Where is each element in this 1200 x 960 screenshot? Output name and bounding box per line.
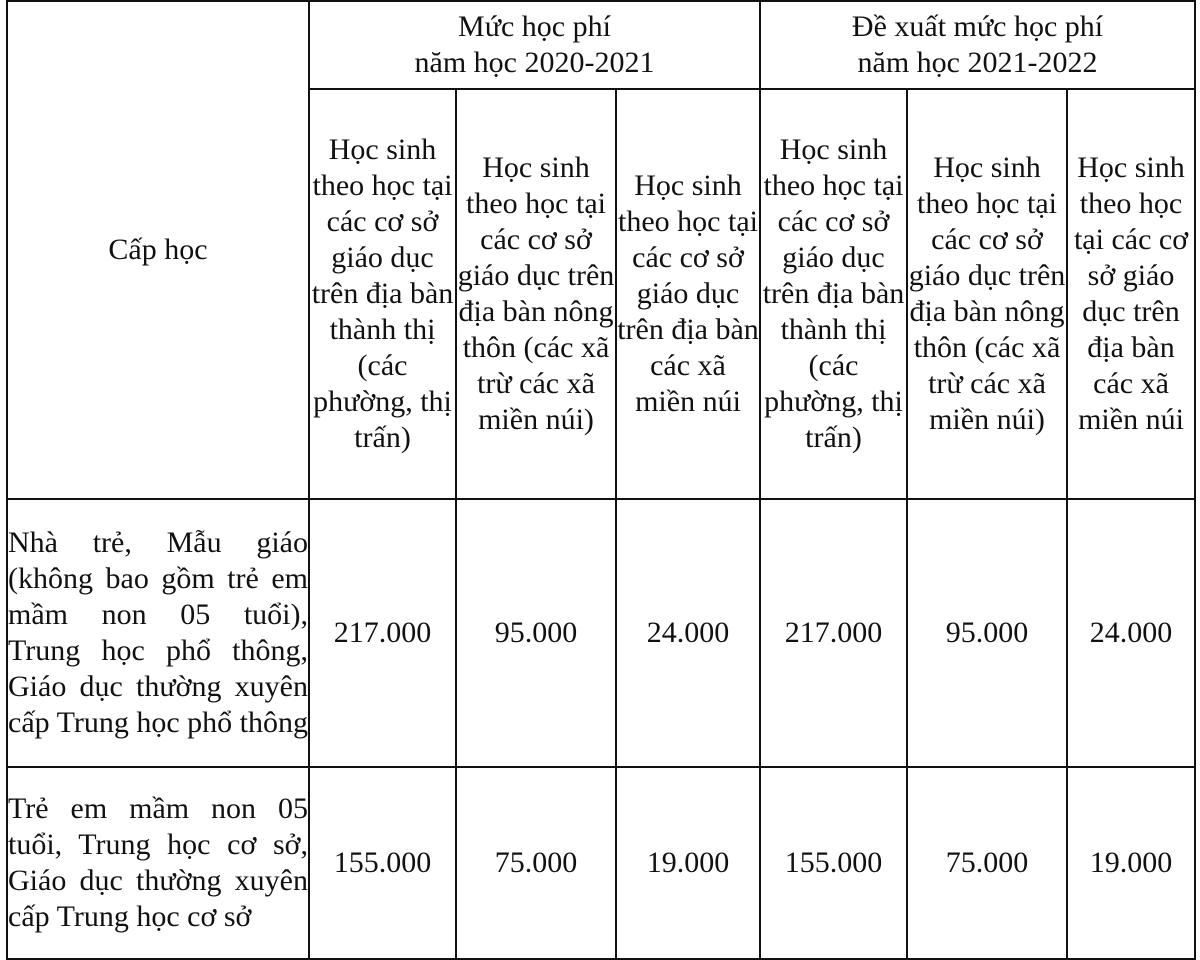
level-header-text: Cấp học	[108, 233, 208, 266]
level-column-header	[7, 1, 309, 499]
subheader-urban-2020: Học sinh theo học tại các cơ sở giáo dục trên địa bàn thành thị (các phường, thị trấn)	[309, 89, 456, 499]
fee-value-cell: 155.000	[309, 767, 456, 959]
fee-value-cell: 75.000	[907, 767, 1067, 959]
fee-value-cell: 155.000	[760, 767, 907, 959]
subheader-mountain-2020: Học sinh theo học tại các cơ sở giáo dục trên địa bàn các xã miền núi	[616, 89, 760, 499]
row-level-cell: Nhà trẻ, Mẫu giáo (không bao gồm trẻ em mầm non 05 tuổi), Trung học phổ thông, Giáo dục thường xuyên cấp Trung học phổ thông	[7, 499, 309, 767]
fee-value-cell: 217.000	[309, 499, 456, 767]
fee-value-cell: 75.000	[456, 767, 616, 959]
group-title-line1: Mức học phí	[458, 10, 611, 43]
subheader-mountain-2021: Học sinh theo học tại các cơ sở giáo dục trên địa bàn các xã miền núi	[1067, 89, 1195, 499]
subheader-rural-2020: Học sinh theo học tại các cơ sở giáo dục trên địa bàn nông thôn (các xã trừ các xã miền núi)	[456, 89, 616, 499]
group-header-2020-2021	[309, 1, 760, 89]
group-title-line2: năm học 2021-2022	[857, 46, 1098, 79]
subheader-rural-2021: Học sinh theo học tại các cơ sở giáo dục trên địa bàn nông thôn (các xã trừ các xã miền núi)	[907, 89, 1067, 499]
tuition-fee-table	[6, 0, 1196, 960]
fee-value-cell: 19.000	[1067, 767, 1195, 959]
fee-value-cell: 24.000	[616, 499, 760, 767]
subheader-urban-2021: Học sinh theo học tại các cơ sở giáo dục trên địa bàn thành thị (các phường, thị trấn)	[760, 89, 907, 499]
group-title-line2: năm học 2020-2021	[414, 46, 655, 79]
fee-value-cell: 95.000	[456, 499, 616, 767]
fee-value-cell: 19.000	[616, 767, 760, 959]
fee-value-cell: 24.000	[1067, 499, 1195, 767]
header-row-groups	[7, 1, 1195, 89]
row-level-cell: Trẻ em mầm non 05 tuổi, Trung học cơ sở, Giáo dục thường xuyên cấp Trung học cơ sở	[7, 767, 309, 959]
fee-value-cell: 217.000	[760, 499, 907, 767]
group-title-line1: Đề xuất mức học phí	[851, 10, 1104, 43]
table-row	[7, 499, 1195, 767]
table-row	[7, 767, 1195, 959]
fee-value-cell: 95.000	[907, 499, 1067, 767]
group-header-2021-2022	[760, 1, 1195, 89]
